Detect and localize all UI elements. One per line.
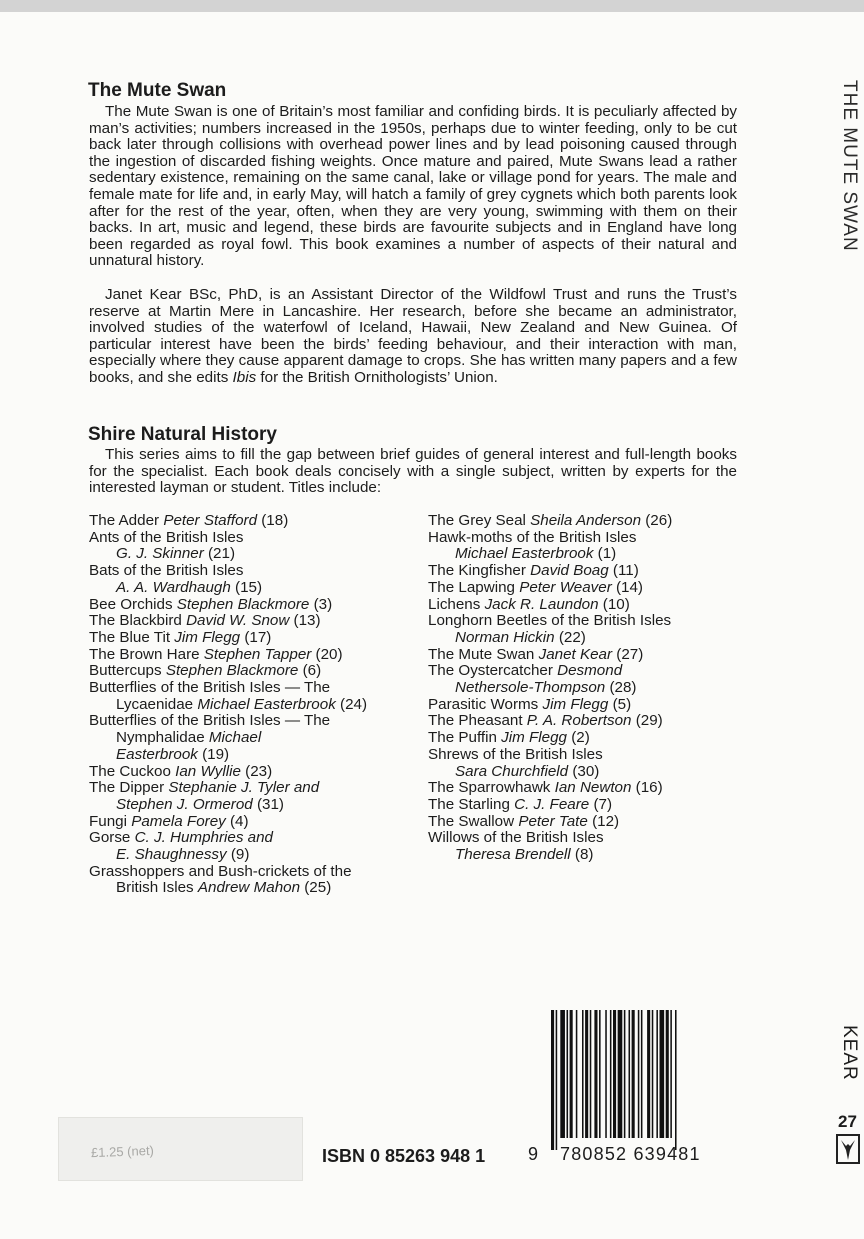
title-continuation (89, 847, 419, 864)
book-number: (31) (252, 795, 284, 813)
book-title-entry (89, 647, 419, 664)
book-number: (23) (240, 762, 273, 780)
isbn-label: ISBN 0 85263 948 1 (322, 1146, 486, 1166)
book-author: Ian Wyllie (175, 762, 241, 780)
book-title-entry (89, 864, 419, 897)
book-author: Jim Flegg (501, 729, 568, 747)
book-title-entry (428, 830, 748, 863)
book-author: Peter Weaver (519, 578, 612, 596)
book-author: Stephen Tapper (203, 645, 312, 663)
book-title-entry (89, 814, 419, 831)
book-title-entry (89, 780, 419, 813)
book-title: The Blackbird (89, 612, 187, 630)
book-number: (25) (300, 879, 332, 897)
book-author-cont: E. Shaughnessy (116, 846, 227, 864)
book-number: (24) (335, 695, 368, 713)
book-title: The Swallow (428, 812, 519, 830)
publisher-deer-logo-icon (836, 1134, 860, 1164)
title-continuation (89, 580, 419, 597)
title-continuation (428, 630, 748, 647)
book-author: C. J. Humphries and (134, 829, 274, 847)
barcode-bar (560, 1010, 565, 1138)
barcode-bar (670, 1010, 672, 1138)
barcode-bar (605, 1010, 607, 1138)
book-title-entry (89, 563, 419, 596)
book-author: Michael (208, 729, 262, 747)
book-number: (19) (197, 745, 230, 763)
barcode-bar (656, 1010, 658, 1138)
book-author: Sheila Anderson (530, 512, 642, 529)
book-number: (22) (554, 628, 586, 646)
book-title: Hawk-moths of the British Isles (428, 528, 637, 546)
book-title-entry (89, 530, 419, 563)
book-title-entry (428, 780, 748, 797)
book-author: Michael Easterbrook (197, 695, 336, 713)
barcode-bar (652, 1010, 654, 1138)
book-title-entry (428, 580, 748, 597)
book-title: Buttercups (89, 662, 166, 680)
book-title: The Dipper (89, 779, 169, 797)
book-title-entry (89, 830, 419, 863)
book-number: (13) (289, 612, 321, 630)
title-continuation (89, 747, 419, 764)
barcode-bar (585, 1010, 588, 1138)
barcode-bar (632, 1010, 635, 1138)
book-author: Andrew Mahon (197, 879, 301, 897)
book-title: The Blue Tit (89, 628, 175, 646)
barcode-bar (618, 1010, 623, 1138)
book-title: The Mute Swan (428, 645, 539, 663)
book-title: The Lapwing (428, 578, 520, 596)
book-author: Stephen Blackmore (176, 595, 310, 613)
book-number: (21) (203, 545, 236, 563)
barcode-bar (613, 1010, 616, 1138)
barcode-bar (582, 1010, 584, 1138)
section-title-mute-swan: The Mute Swan (88, 80, 227, 101)
book-author: Janet Kear (538, 645, 613, 663)
book-author: Ian Newton (554, 779, 632, 797)
book-author: Theresa Brendell (455, 846, 571, 864)
barcode-bar (594, 1010, 597, 1138)
barcode-bar (590, 1010, 592, 1138)
barcode (551, 1010, 737, 1150)
book-title: The Cuckoo (89, 762, 176, 780)
book-title-entry (428, 530, 748, 563)
barcode-bar (624, 1010, 626, 1138)
book-title-cont: British Isles (116, 879, 198, 897)
barcode-bar (629, 1010, 631, 1138)
book-number: (14) (611, 578, 643, 596)
book-author: Michael Easterbrook (455, 545, 594, 563)
book-title: Willows of the British Isles (428, 829, 604, 847)
book-title: The Grey Seal (428, 512, 531, 529)
book-author: Sara Churchfield (455, 762, 569, 780)
book-number: (20) (311, 645, 343, 663)
barcode-bar (675, 1010, 677, 1150)
barcode-bar (638, 1010, 640, 1138)
book-number: (17) (240, 628, 272, 646)
book-title: Ants of the British Isles (89, 528, 244, 546)
barcode-bar (666, 1010, 669, 1138)
book-title: The Oystercatcher (428, 662, 558, 680)
title-continuation (89, 546, 419, 563)
book-number: (16) (631, 779, 663, 797)
book-title: Butterflies of the British Isles — The (89, 712, 331, 730)
book-author: A. A. Wardhaugh (116, 578, 231, 596)
book-title: The Starling (428, 795, 515, 813)
book-number: (30) (568, 762, 600, 780)
book-author: Jim Flegg (174, 628, 241, 646)
spine-title: THE MUTE SWAN (839, 80, 860, 252)
book-author: Pamela Forey (131, 812, 226, 830)
series-number: 27 (838, 1112, 857, 1131)
barcode-bar (641, 1010, 643, 1138)
book-title-entry (89, 630, 419, 647)
book-title-entry (428, 747, 748, 780)
barcode-bar (570, 1010, 573, 1138)
book-number: (4) (225, 812, 249, 830)
book-author: Stephanie J. Tyler and (168, 779, 320, 797)
book-title-entry (89, 713, 419, 763)
title-continuation (428, 680, 748, 697)
book-number: (29) (631, 712, 663, 730)
book-title-entry (428, 713, 748, 730)
book-number: (12) (587, 812, 620, 830)
barcode-bar (647, 1010, 650, 1138)
series-intro-paragraph: This series aims to fill the gap between brief guides of general interest and full-length books for the specialist. Each book deals concisely with a single subject, written by experts for the interested layman or student. Titles include: (89, 446, 737, 497)
book-title-entry (428, 613, 748, 646)
book-author: G. J. Skinner (116, 545, 204, 563)
book-number: (15) (230, 578, 263, 596)
book-author-cont: Nethersole-Thompson (455, 679, 606, 697)
book-title: Butterflies of the British Isles — The (89, 679, 331, 697)
book-author: David W. Snow (186, 612, 290, 630)
book-title-entry (428, 513, 748, 530)
book-title: Parasitic Worms (428, 695, 543, 713)
book-author: Jim Flegg (542, 695, 609, 713)
book-author: Stephen Blackmore (165, 662, 299, 680)
book-title: Grasshoppers and Bush-crickets of the (89, 862, 352, 880)
spine-author: KEAR (839, 1025, 860, 1081)
barcode-bar (556, 1010, 558, 1150)
book-title-entry (89, 663, 419, 680)
book-title-entry (428, 647, 748, 664)
barcode-bar (660, 1010, 665, 1138)
book-author: Desmond (557, 662, 623, 680)
book-title-entry (428, 797, 748, 814)
book-title-entry (89, 680, 419, 713)
title-continuation (89, 880, 419, 897)
book-number: (2) (567, 729, 590, 747)
description-paragraph: The Mute Swan is one of Britain’s most familiar and confiding birds. It is peculiarly affected by man’s activities; numbers increased in the 1950s, perhaps due to winter feeding, only to be cut back later through collisions with overhead power lines and by lead poisoning caused through the ingestion of discarded fishing weights. Once mature and paired, Mute Swans lead a rather sedentary existence, remaining on the same canal, lake or village pond for years. The male and female mate for life and, in early May, will hatch a family of grey cygnets which both parents look after for the rest of the year, often, when they are very young, swimming with them on their backs. In art, music and legend, these birds are favourite subjects and in England have long been regarded as royal fowl. This book examines a number of aspects of their natural and unnatural history. (89, 103, 737, 270)
book-title: The Brown Hare (89, 645, 204, 663)
book-title: The Pheasant (428, 712, 527, 730)
book-title: Bats of the British Isles (89, 562, 244, 580)
book-number: (28) (605, 679, 637, 697)
book-title: Fungi (89, 812, 132, 830)
book-number: (3) (309, 595, 333, 613)
book-author: Peter Stafford (163, 512, 258, 529)
book-author: Jack R. Laundon (484, 595, 599, 613)
book-title-entry (89, 513, 419, 530)
book-author-cont: Easterbrook (116, 745, 198, 763)
title-continuation (89, 730, 419, 747)
book-title-entry (428, 697, 748, 714)
book-title: Longhorn Beetles of the British Isles (428, 612, 672, 630)
book-author: P. A. Robertson (526, 712, 632, 730)
book-title: The Puffin (428, 729, 502, 747)
book-title: The Kingfisher (428, 562, 531, 580)
barcode-bar (610, 1010, 612, 1138)
book-title-entry (428, 814, 748, 831)
price-sticker: £1.25 (net) (58, 1117, 303, 1181)
barcode-bar (599, 1010, 601, 1138)
barcode-bar (567, 1010, 569, 1138)
barcode-bar (576, 1010, 578, 1138)
book-title-entry (89, 597, 419, 614)
book-title-entry (428, 663, 748, 696)
book-title-cont: Nymphalidae (116, 729, 209, 747)
title-continuation (428, 546, 748, 563)
book-author: C. J. Feare (514, 795, 590, 813)
book-number: (1) (593, 545, 617, 563)
journal-name: Ibis (232, 368, 257, 386)
title-continuation (428, 764, 748, 781)
book-number: (9) (226, 846, 250, 864)
book-title: Bee Orchids (89, 595, 177, 613)
book-title: Gorse (89, 829, 135, 847)
title-continuation (89, 797, 419, 814)
book-author: David Boag (530, 562, 609, 580)
book-number: (18) (257, 512, 289, 529)
book-number: (27) (612, 645, 644, 663)
book-author: Peter Tate (518, 812, 588, 830)
book-title-entry (89, 764, 419, 781)
author-bio-paragraph: Janet Kear BSc, PhD, is an Assistant Director of the Wildfowl Trust and runs the Trust’s reserve at Martin Mere in Lancashire. Her research, before she became an administrator, involved studies of the waterfowl of Iceland, Hawaii, New Zealand and New Guinea. Of particular interest have been the birds’ feeding behaviour, and their interaction with man, especially where they cause apparent damage to crops. She has written many papers and a few books, and she edits Ibis for the British Ornithologists’ Union. (89, 286, 737, 386)
book-title-entry (89, 613, 419, 630)
book-author-cont: Stephen J. Ormerod (116, 795, 253, 813)
titles-list-right (428, 513, 748, 864)
book-title-entry (428, 563, 748, 580)
book-title: Shrews of the British Isles (428, 745, 603, 763)
title-continuation (89, 697, 419, 714)
book-number: (8) (570, 846, 594, 864)
book-number: (5) (608, 695, 632, 713)
book-title: Lichens (428, 595, 485, 613)
book-title: The Adder (89, 512, 164, 529)
barcode-digits: 780852 639481 (560, 1144, 701, 1164)
barcode-bar (551, 1010, 554, 1150)
book-title: The Sparrowhawk (428, 779, 555, 797)
book-number: (7) (589, 795, 613, 813)
book-number: (6) (298, 662, 322, 680)
title-continuation (428, 847, 748, 864)
book-title-cont: Lycaenidae (116, 695, 198, 713)
barcode-prefix-digit: 9 (528, 1144, 539, 1164)
book-number: (10) (598, 595, 630, 613)
book-number: (11) (608, 562, 639, 580)
section-title-series: Shire Natural History (88, 424, 277, 445)
book-number: (26) (641, 512, 673, 529)
book-author: Norman Hickin (455, 628, 555, 646)
titles-list-left (89, 513, 419, 897)
top-edge-shadow (0, 0, 864, 12)
book-title-entry (428, 597, 748, 614)
book-title-entry (428, 730, 748, 747)
